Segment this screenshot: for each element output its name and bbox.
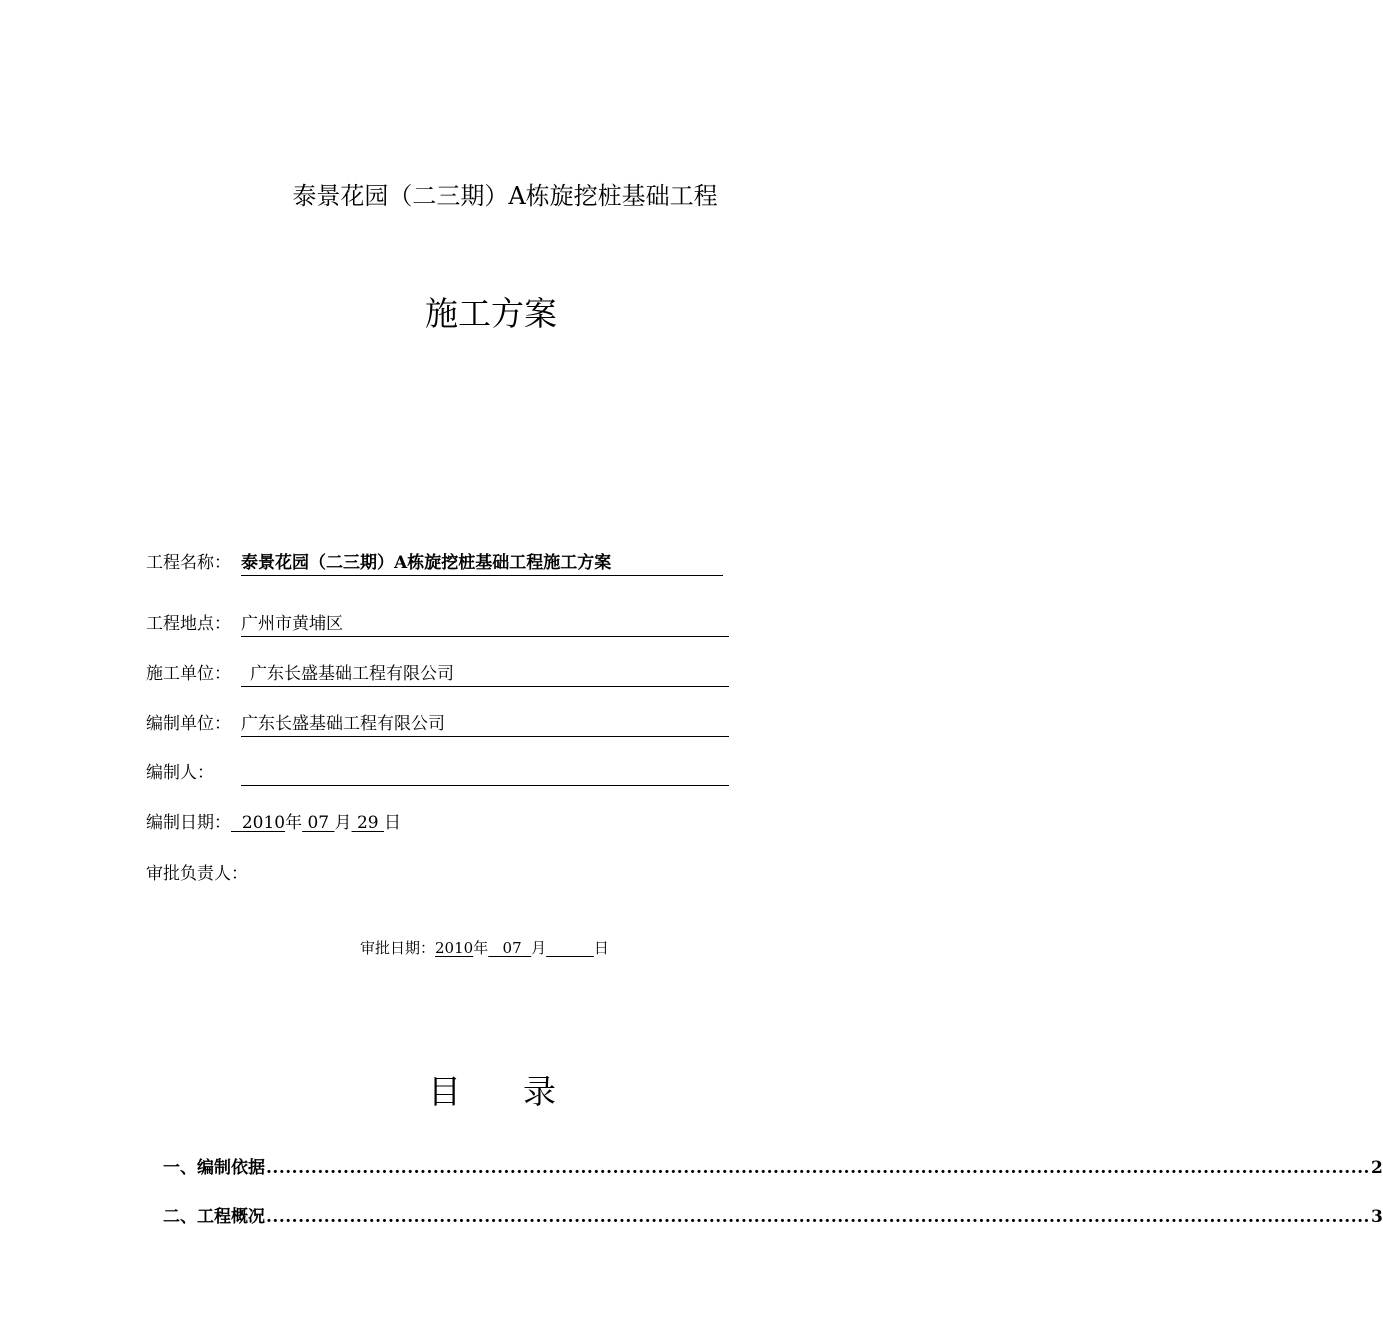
day-char: 日 [383, 813, 401, 833]
info-row-location [146, 611, 343, 637]
approver-label: 审批负责人： [146, 864, 248, 884]
compile-month: 07 [307, 813, 330, 833]
approval-day-char: 日 [593, 939, 609, 957]
project-name-label: 工程名称： [146, 553, 231, 573]
toc-leader-dots: ............................................................................................................................................................................ [266, 1207, 1370, 1227]
compiler-underline [241, 760, 729, 786]
approval-month-char: 月 [531, 939, 547, 957]
approval-month: 07 [502, 939, 522, 957]
approval-day [546, 939, 594, 957]
compiler-label: 编制人： [146, 763, 214, 783]
compiler-unit-label: 编制单位： [146, 714, 231, 734]
info-row-contractor [146, 661, 454, 687]
location-value: 广州市黄埔区 [241, 614, 343, 634]
compile-year: 2010 [241, 813, 286, 833]
location-label: 工程地点： [146, 614, 231, 634]
toc-item[interactable] [163, 1205, 1383, 1229]
approval-date-label: 审批日期： [360, 939, 436, 957]
info-row-compiler [146, 760, 214, 786]
toc-title: 目 录 [428, 1072, 560, 1111]
info-row-compiler-unit [146, 711, 445, 737]
month-char: 月 [334, 813, 352, 833]
compiler-unit-value: 广东长盛基础工程有限公司 [241, 714, 445, 734]
info-row-compile-date [146, 810, 401, 836]
info-row-project-name [146, 550, 612, 576]
project-name-value: 泰景花园（二三期）A栋旋挖桩基础工程施工方案 [241, 553, 612, 573]
toc-leader-dots: ............................................................................................................................................................................ [266, 1158, 1370, 1178]
info-row-approver [146, 861, 248, 887]
approval-date [360, 937, 609, 959]
year-char: 年 [285, 813, 303, 833]
toc-item-page: 3 [1370, 1207, 1383, 1227]
contractor-label: 施工单位： [146, 664, 231, 684]
toc-item[interactable] [163, 1156, 1383, 1180]
approval-year-char: 年 [473, 939, 489, 957]
toc-item-label: 二、工程概况 [163, 1207, 265, 1227]
toc-item-label: 一、编制依据 [163, 1158, 265, 1178]
cover-title-line1: 泰景花园（二三期）A栋旋挖桩基础工程 [292, 182, 718, 210]
toc-item-page: 2 [1370, 1158, 1383, 1178]
compile-day: 29 [356, 813, 379, 833]
compile-date-label: 编制日期： [146, 813, 231, 833]
approval-year: 2010 [435, 939, 474, 957]
contractor-value: 广东长盛基础工程有限公司 [250, 664, 454, 684]
cover-title-line2: 施工方案 [425, 294, 557, 333]
